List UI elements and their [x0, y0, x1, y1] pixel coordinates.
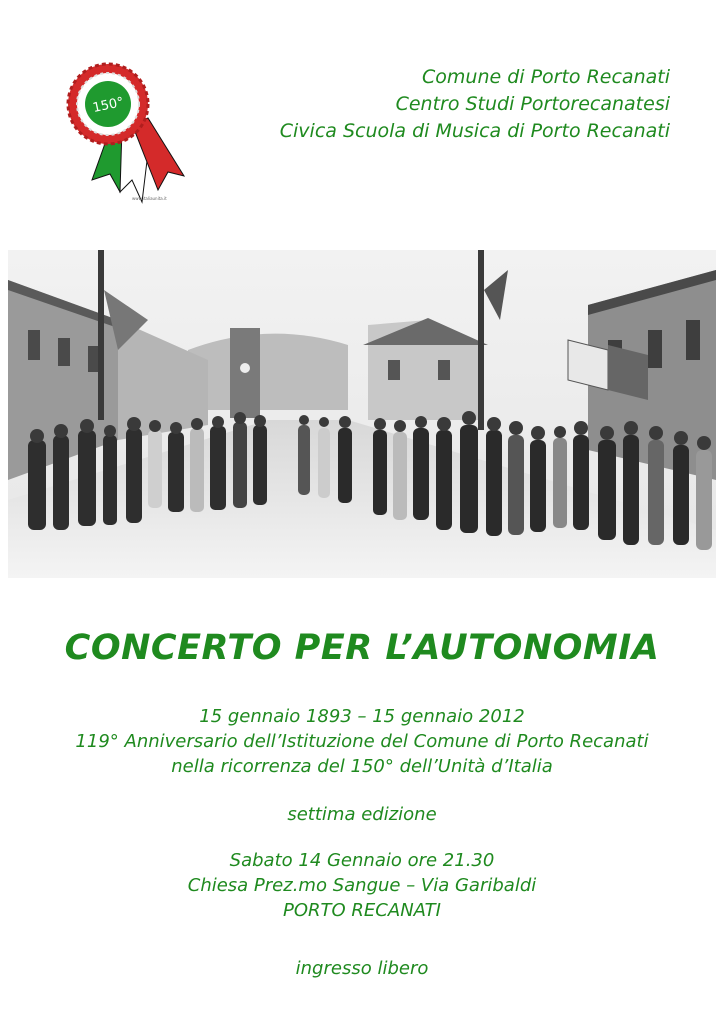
organizer-line-2: Centro Studi Portorecanatesi	[395, 93, 670, 115]
logo-url-text: www.italiaunita.it	[132, 196, 167, 201]
anniversary-line: 119° Anniversario dell’Istituzione del Comune di Porto Recanati	[75, 731, 649, 752]
organizer-line-1: Comune di Porto Recanati	[422, 66, 670, 88]
organizers-header	[280, 64, 670, 145]
cockade-150-logo-icon	[62, 62, 190, 212]
event-details	[0, 848, 724, 923]
organizer-line-3: Civica Scuola di Musica di Porto Recanati	[279, 120, 670, 142]
edition-text: settima edizione	[287, 804, 437, 825]
date-range-line: 15 gennaio 1893 – 15 gennaio 2012	[199, 706, 525, 727]
event-venue: Chiesa Prez.mo Sangue – Via Garibaldi	[187, 875, 537, 896]
event-city: PORTO RECANATI	[283, 900, 441, 921]
unity-line: nella ricorrenza del 150° dell’Unità d’Italia	[171, 756, 553, 777]
concert-title: CONCERTO PER L’AUTONOMIA	[64, 628, 660, 668]
logo-badge-text: 150°	[91, 94, 126, 117]
admission-text: ingresso libero	[295, 958, 429, 979]
event-datetime: Sabato 14 Gennaio ore 21.30	[229, 850, 495, 871]
historic-street-photo	[8, 250, 716, 578]
anniversary-block	[0, 704, 724, 779]
